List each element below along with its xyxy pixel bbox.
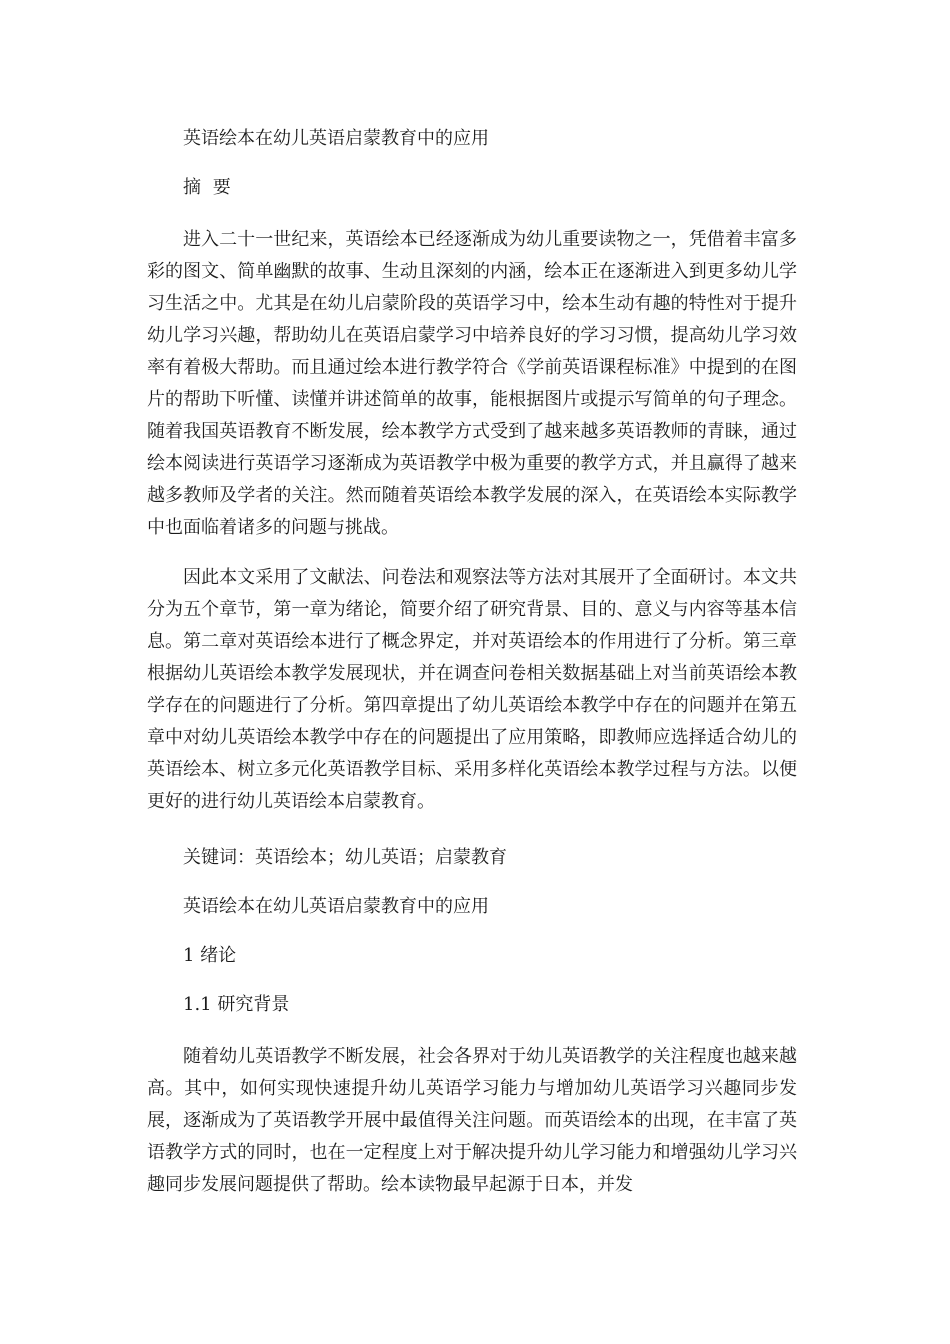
body-paragraph: 随着幼儿英语教学不断发展，社会各界对于幼儿英语教学的关注程度也越来越高。其中，如何实现快速提升幼儿英语学习能力与增加幼儿英语学习兴趣同步发展，逐渐成为了英语教学开展中最值得关注问题。而英语绘本的出现，在丰富了英语教学方式的同时，也在一定程度上对于解决提升幼儿学习能力和增强幼儿学习兴趣同步发展问题提供了帮助。绘本读物最早起源于日本，并发 bbox=[147, 1046, 797, 1195]
abstract-heading: 摘 要 bbox=[183, 177, 234, 198]
abstract-paragraph-2: 因此本文采用了文献法、问卷法和观察法等方法对其展开了全面研讨。本文共分为五个章节，第一章为绪论，简要介绍了研究背景、目的、意义与内容等基本信息。第二章对英语绘本进行了概念界定，并对英语绘本的作用进行了分析。第三章根据幼儿英语绘本教学发展现状，并在调查问卷相关数据基础上对当前英语绘本教学存在的问题进行了分析。第四章提出了幼儿英语绘本教学中存在的问题并在第五章中对幼儿英语绘本教学中存在的问题提出了应用策略，即教师应选择适合幼儿的英语绘本、树立多元化英语教学目标、采用多样化英语绘本教学过程与方法。以便更好的进行幼儿英语绘本启蒙教育。 bbox=[147, 567, 797, 812]
chapter-heading: 1 绪论 bbox=[183, 945, 237, 966]
abstract-paragraph-1: 进入二十一世纪来，英语绘本已经逐渐成为幼儿重要读物之一，凭借着丰富多彩的图文、简单幽默的故事、生动且深刻的内涵，绘本正在逐渐进入到更多幼儿学习生活之中。尤其是在幼儿启蒙阶段的英语学习中，绘本生动有趣的特性对于提升幼儿学习兴趣，帮助幼儿在英语启蒙学习中培养良好的学习习惯，提高幼儿学习效率有着极大帮助。而且通过绘本进行教学符合《学前英语课程标准》中提到的在图片的帮助下听懂、读懂并讲述简单的故事，能根据图片或提示写简单的句子理念。随着我国英语教育不断发展，绘本教学方式受到了越来越多英语教师的青睐，通过绘本阅读进行英语学习逐渐成为英语教学中极为重要的教学方式，并且赢得了越来越多教师及学者的关注。然而随着英语绘本教学发展的深入，在英语绘本实际教学中也面临着诸多的问题与挑战。 bbox=[147, 229, 797, 538]
title-repeat: 英语绘本在幼儿英语启蒙教育中的应用 bbox=[183, 896, 489, 917]
keywords: 关键词：英语绘本；幼儿英语；启蒙教育 bbox=[183, 847, 507, 868]
section-heading: 1.1 研究背景 bbox=[183, 994, 290, 1015]
document-title: 英语绘本在幼儿英语启蒙教育中的应用 bbox=[183, 128, 489, 149]
